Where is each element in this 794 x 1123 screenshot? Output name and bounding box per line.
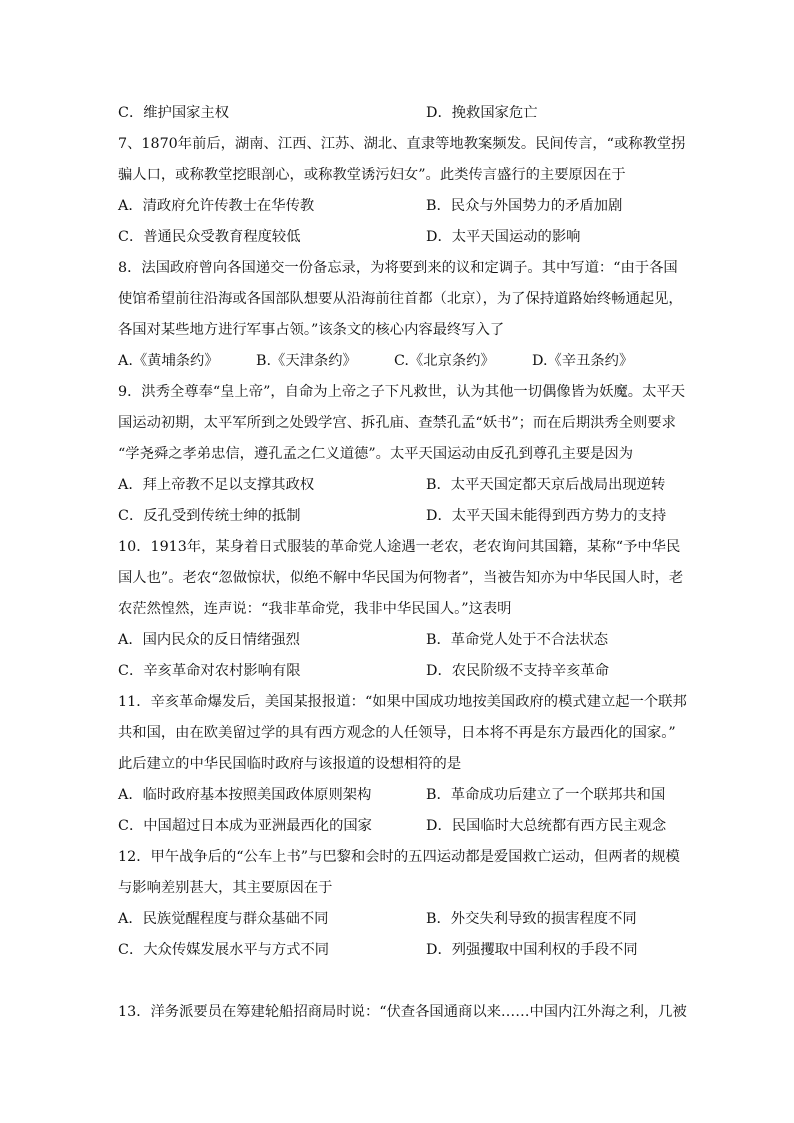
q6-options-cd [118,98,678,129]
q10-stem-line-1: 10．1913年，某身着日式服装的革命党人途遇一老农，老农询问其国籍，某称“予中华民 [118,539,681,555]
q11-options-ab [118,780,678,811]
q10-options-cd [118,656,678,687]
q8-stem-line-3: 各国对某些地方进行军事占领。”该条文的核心内容最终写入了 [118,322,505,338]
q8-option-b[interactable]: B.《天津条约》 [256,353,357,369]
q7-stem-line-2: 骗人口，或称教堂挖眼剖心，或称教堂诱污妇女”。此类传言盛行的主要原因在于 [118,167,626,183]
q12-options-ab [118,904,678,935]
q9-options-ab [118,470,678,501]
q6-option-c[interactable]: C．维护国家主权 [118,105,230,121]
q11-option-d[interactable]: D．民国临时大总统都有西方民主观念 [426,818,667,834]
q8-stem-line-1: 8．法国政府曾向各国递交一份备忘录，为将要到来的议和定调子。其中写道：“由于各国 [118,260,678,276]
q7-option-b[interactable]: B．民众与外国势力的矛盾加剧 [426,198,623,214]
q12-stem-line-2: 与影响差别甚大，其主要原因在于 [118,880,333,896]
q8-stem-line-2: 使馆希望前往沿海或各国部队想要从沿海前往首都（北京），为了保持道路始终畅通起见， [118,291,683,307]
q11-stem-line-3: 此后建立的中华民国临时政府与该报道的设想相符的是 [118,756,462,772]
q11-stem-line-1: 11．辛亥革命爆发后，美国某报报道：“如果中国成功地按美国政府的模式建立起一个联邦 [118,694,687,710]
q9-stem-line-3: “学尧舜之孝弟忠信，遵孔孟之仁义道德”。太平天国运动由反孔到尊孔主要是因为 [118,446,634,462]
q8-option-c[interactable]: C.《北京条约》 [394,353,495,369]
q9-option-c[interactable]: C．反孔受到传统士绅的抵制 [118,508,301,524]
q7-option-c[interactable]: C．普通民众受教育程度较低 [118,229,301,245]
q12-option-c[interactable]: C．大众传媒发展水平与方式不同 [118,942,330,958]
q12-stem-line-1: 12．甲午战争后的“公车上书”与巴黎和会时的五四运动都是爱国救亡运动，但两者的规模 [118,849,680,865]
q10-option-a[interactable]: A．国内民众的反日情绪强烈 [118,632,300,648]
q9-options-cd [118,501,678,532]
q11-option-a[interactable]: A．临时政府基本按照美国政体原则架构 [118,787,372,803]
q9-option-a[interactable]: A．拜上帝教不足以支撑其政权 [118,477,315,493]
q10-stem-line-3: 农茫然惶然，连声说：“我非革命党，我非中华民国人。”这表明 [118,601,512,617]
q11-option-b[interactable]: B．革命成功后建立了一个联邦共和国 [426,787,666,803]
exam-page [118,98,687,1028]
q12-option-a[interactable]: A．民族觉醒程度与群众基础不同 [118,911,329,927]
q7-stem-line-1: 7、1870年前后，湖南、江西、江苏、湖北、直隶等地教案频发。民间传言，“或称教堂拐 [118,136,686,152]
q8-option-d[interactable]: D.《辛丑条约》 [532,353,634,369]
q12-option-d[interactable]: D．列强攫取中国利权的手段不同 [426,942,638,958]
q7-option-a[interactable]: A．清政府允许传教士在华传教 [118,198,315,214]
q7-options-cd [118,222,678,253]
q7-options-ab [118,191,678,222]
q6-option-d[interactable]: D．挽救国家危亡 [426,105,538,121]
q8-options [118,346,678,377]
q9-stem-line-1: 9．洪秀全尊奉“皇上帝”，自命为上帝之子下凡救世，认为其他一切偶像皆为妖魔。太平天 [118,384,685,400]
q11-stem-line-2: 共和国，由在欧美留过学的具有西方观念的人任领导，日本将不再是东方最西化的国家。” [118,725,676,741]
q10-option-d[interactable]: D．农民阶级不支持辛亥革命 [426,663,610,679]
q10-option-c[interactable]: C．辛亥革命对农村影响有限 [118,663,301,679]
q7-option-d[interactable]: D．太平天国运动的影响 [426,229,581,245]
q8-option-a[interactable]: A.《黄埔条约》 [118,353,219,369]
q12-options-cd [118,935,678,966]
q9-option-d[interactable]: D．太平天国未能得到西方势力的支持 [426,508,667,524]
q9-stem-line-2: 国运动初期，太平军所到之处毁学宫、拆孔庙、查禁孔孟“妖书”；而在后期洪秀全则要求 [118,415,676,431]
q10-option-b[interactable]: B．革命党人处于不合法状态 [426,632,609,648]
blank-spacer [118,966,678,997]
q13-stem-line-1: 13．洋务派要员在筹建轮船招商局时说：“伏查各国通商以来……中国内江外海之利，几被 [118,1004,687,1020]
q11-options-cd [118,811,678,842]
q10-options-ab [118,625,678,656]
q10-stem-line-2: 国人也”。老农“忽做惊状，似绝不解中华民国为何物者”，当被告知亦为中华民国人时，老 [118,570,684,586]
q12-option-b[interactable]: B．外交失利导致的损害程度不同 [426,911,637,927]
q11-option-c[interactable]: C．中国超过日本成为亚洲最西化的国家 [118,818,372,834]
q9-option-b[interactable]: B．太平天国定都天京后战局出现逆转 [426,477,666,493]
